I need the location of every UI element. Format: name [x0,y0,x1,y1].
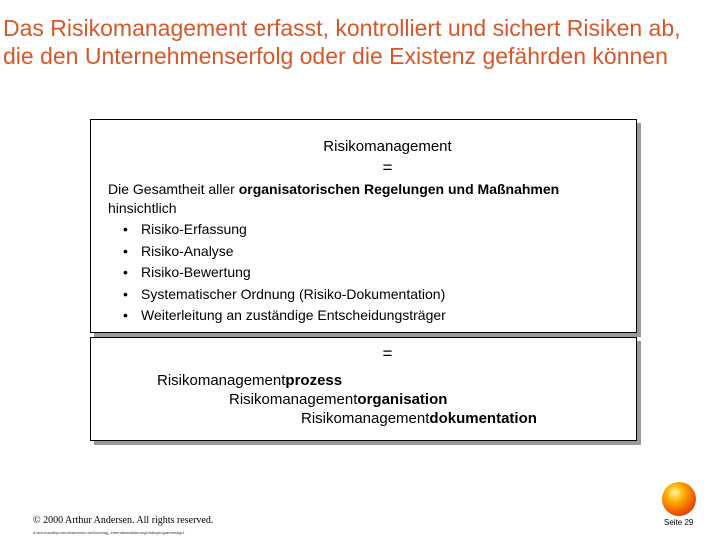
definition-bold: organisatorischen Regelungen und Maßnahmen [238,181,560,197]
equals-sign: = [382,158,393,177]
bullet-item: • Risiko-Analyse [123,241,446,263]
page-number: Seite 29 [664,518,694,527]
component-line-dokumentation [301,410,537,427]
bullet-list [123,219,446,327]
definition-prefix: Die Gesamtheit aller [108,181,239,197]
definition-box [90,119,637,333]
component-prefix: Risikomanagement [301,410,430,427]
equals-sign: = [382,344,393,363]
copyright-notice: © 2000 Arthur Andersen. All rights reserved. [33,515,214,526]
component-suffix: prozess [285,372,343,389]
component-suffix: organisation [357,391,448,408]
component-line-organisation [229,391,447,408]
component-suffix: dokumentation [429,410,537,427]
component-prefix: Risikomanagement [229,391,358,408]
definition-text [108,180,633,218]
components-box [90,337,637,441]
company-logo-icon [662,482,696,516]
box-heading: Risikomanagement [323,138,452,155]
bullet-item: • Risiko-Erfassung [123,219,446,241]
bullet-item: • Risiko-Bewertung [123,262,446,284]
bullet-item: • Weiterleitung an zuständige Entscheidungsträger [123,305,446,327]
bullet-item: • Systematischer Ordnung (Risiko-Dokumentation) [123,284,446,306]
definition-suffix: hinsichtlich [108,200,177,216]
component-line-prozess [157,372,342,389]
file-path: d:\sm-mandi\promo\kramer\sv-bw0\vortrag_internationalisierung\risikoprogrammstyp1 [33,530,185,535]
slide-title: Das Risikomanagement erfasst, kontrolliert und sichert Risiken ab, die den Unternehmenserfolg oder die Existenz gefährden können [3,15,681,69]
component-prefix: Risikomanagement [157,372,286,389]
